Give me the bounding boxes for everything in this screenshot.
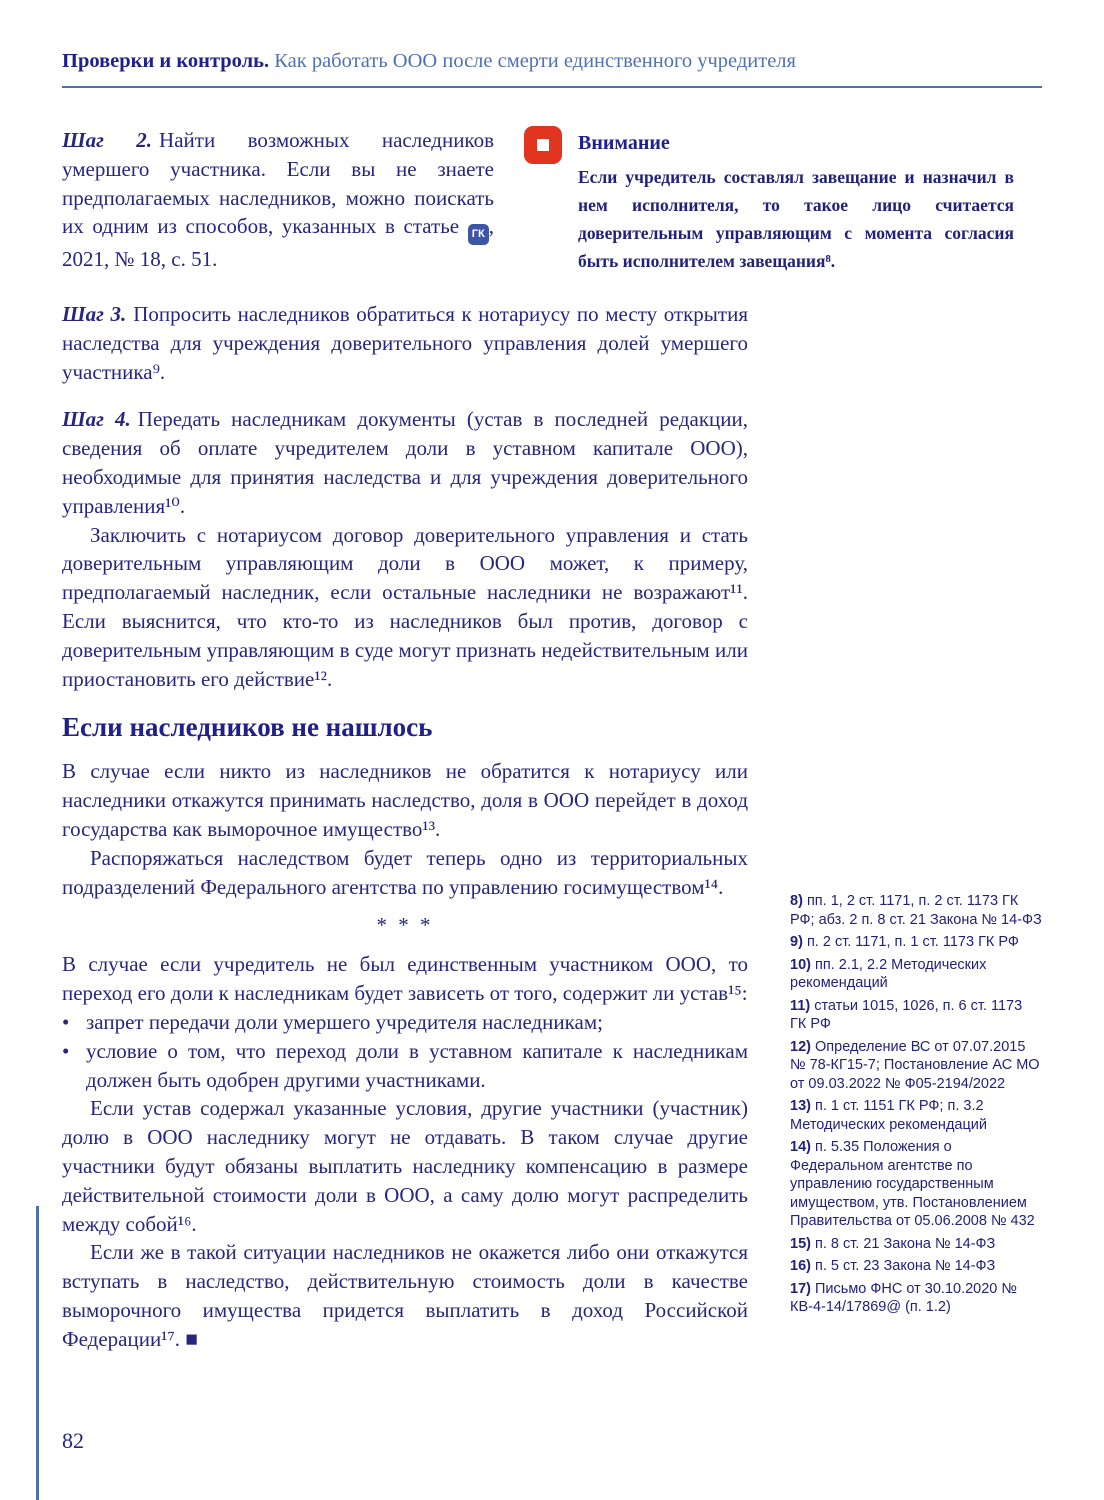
footnote-number: 11) [790,997,811,1014]
running-head [62,50,1042,73]
footnote-text: Письмо ФНС от 30.10.2020 № КВ-4-14/17869@ (п. 1.2) [790,1280,1017,1315]
footnote-number: 13) [790,1098,811,1114]
footnote-number: 8) [790,893,803,909]
footnote-number: 14) [790,1139,811,1155]
section-separator: * * * [376,913,434,938]
paragraph-escheat-2: Распоряжаться наследством будет теперь одно из территориальных подразделений Федерального агентства по управлению госимуществом¹⁴. [62,845,748,899]
footnote-item [790,892,1042,929]
bullet-item [62,1008,748,1037]
attention-icon [524,126,562,164]
step-3-paragraph [62,300,748,386]
gk-magazine-icon [468,224,489,245]
bullet-text: запрет передачи доли умершего учредителя наследникам; [86,1009,603,1034]
header-rule [62,86,1042,88]
footnote-item [790,1235,1042,1254]
footnote-item [790,1097,1042,1134]
footnote-item [790,997,1042,1034]
step-3-text: Попросить наследников обратиться к нотариусу по месту открытия наследства для учреждения доверительного управления долей умершего участника⁹. [62,302,748,384]
attention-body: Если учредитель составлял завещание и назначил в нем исполнителя, то такое лицо считается доверительным управляющим с момента согласия быть исполнителем завещания⁸. [578,167,1014,271]
step-2-paragraph [62,126,494,274]
step-2-label: Шаг 2. [62,128,153,152]
footnote-text: Определение ВС от 07.07.2015 № 78-КГ15-7; Постановление АС МО от 09.03.2022 № Ф05-2194/2022 [790,1038,1040,1092]
step-2-text-2: , 2021, № 18, с. 51. [62,214,494,272]
attention-callout [524,126,1014,275]
footnote-text: пп. 2.1, 2.2 Методических рекомендаций [790,956,987,991]
footnote-number: 12) [790,1038,811,1055]
footnote-text: п. 2 ст. 1171, п. 1 ст. 1173 ГК РФ [806,934,1019,950]
footnote-item [790,1280,1042,1317]
bullet-item [62,1037,748,1095]
paragraph-trust-management: Заключить с нотариусом договор доверительного управления и стать доверительным управляющим доли в ООО может, к примеру, предполагаемый наследник, если остальные наследники не возражают¹¹. Если выяснится, что кто-то из наследников был против, договор с доверительным управляющим в суде могут признать недействительным или приостановить его действие¹². [62,522,748,691]
running-head-title: Как работать ООО после смерти единственного учредителя [269,50,796,72]
footnote-text: пп. 1, 2 ст. 1171, п. 2 ст. 1173 ГК РФ; абз. 2 п. 8 ст. 21 Закона № 14-ФЗ [790,893,1042,928]
paragraph-charter: В случае если учредитель не был единственным участником ООО, то переход его доли к наследникам будет зависеть от того, содержит ли устав¹⁵: [62,952,748,1006]
footnote-text: п. 5 ст. 23 Закона № 14-ФЗ [815,1258,996,1274]
footnote-number: 15) [790,1235,811,1252]
footnote-item [790,1138,1042,1231]
bullet-marker: • [62,1009,70,1034]
step-4-label: Шаг 4. [62,407,131,432]
running-head-section: Проверки и контроль. [62,50,270,72]
footnote-text: п. 8 ст. 21 Закона № 14-ФЗ [815,1235,996,1252]
step-3-label: Шаг 3. [62,302,127,326]
footnote-number: 17) [790,1280,811,1297]
footnote-item [790,1038,1042,1094]
paragraph-compensation: Если устав содержал указанные условия, другие участники (участник) долю в ООО наследнику могут не отдавать. В таком случае другие участники будут обязаны выплатить наследнику компенсацию в размере действительной стоимости доли в ООО, а саму долю могут распределить между собой¹⁶. [62,1096,748,1236]
footnote-text: статьи 1015, 1026, п. 6 ст. 1173 ГК РФ [790,997,1023,1032]
footnote-text: п. 5.35 Положения о Федеральном агентстве по управлению государственным имуществом, утв. Постановлением Правительства от 05.06.2008 № 432 [790,1139,1035,1229]
attention-content [578,126,1014,275]
bullet-marker: • [62,1038,70,1063]
footnote-number: 9) [790,934,803,950]
step-4-text: Передать наследникам документы (устав в последней редакции, сведения об оплате учредителем доли в уставном капитале ООО), необходимые для принятия наследства и для учреждения доверительного управления¹⁰. [62,407,748,518]
step-2-text-1: Найти возможных наследников умершего участника. Если вы не знаете предполагаемых наследников, можно поискать их одним из способов, указанных в статье [62,128,494,239]
footnote-item [790,956,1042,993]
page-number: 82 [62,1428,84,1453]
bullet-text: условие о том, что переход доли в уставном капитале к наследникам должен быть одобрен другими участниками. [86,1038,748,1092]
footnote-text: п. 1 ст. 1151 ГК РФ; п. 3.2 Методических рекомендаций [790,1098,987,1133]
footnotes-sidebar [790,892,1042,1321]
footnote-item [790,1257,1042,1276]
paragraph-escheat-1: В случае если никто из наследников не обратится к нотариусу или наследники откажутся принимать наследство, доля в ООО перейдет в доход государства как выморочное имущество¹³. [62,759,748,841]
attention-title: Внимание [578,132,670,154]
attention-icon-square [537,139,549,151]
section-heading: Если наследников не нашлось [62,712,433,743]
footnote-number: 16) [790,1258,811,1274]
article-body [62,300,748,1354]
footnote-number: 10) [790,956,811,973]
step-2-block [62,126,494,274]
step-4-paragraph [62,405,748,520]
gk-badge-label: ГК [471,228,485,241]
paragraph-final: Если же в такой ситуации наследников не окажется либо они откажутся вступать в наследство, действительную стоимость доли в качестве выморочного имущества придется выплатить в доход Российской Федерации¹⁷. ■ [62,1240,748,1351]
footnote-item [790,933,1042,952]
left-margin-rule [36,1206,39,1500]
